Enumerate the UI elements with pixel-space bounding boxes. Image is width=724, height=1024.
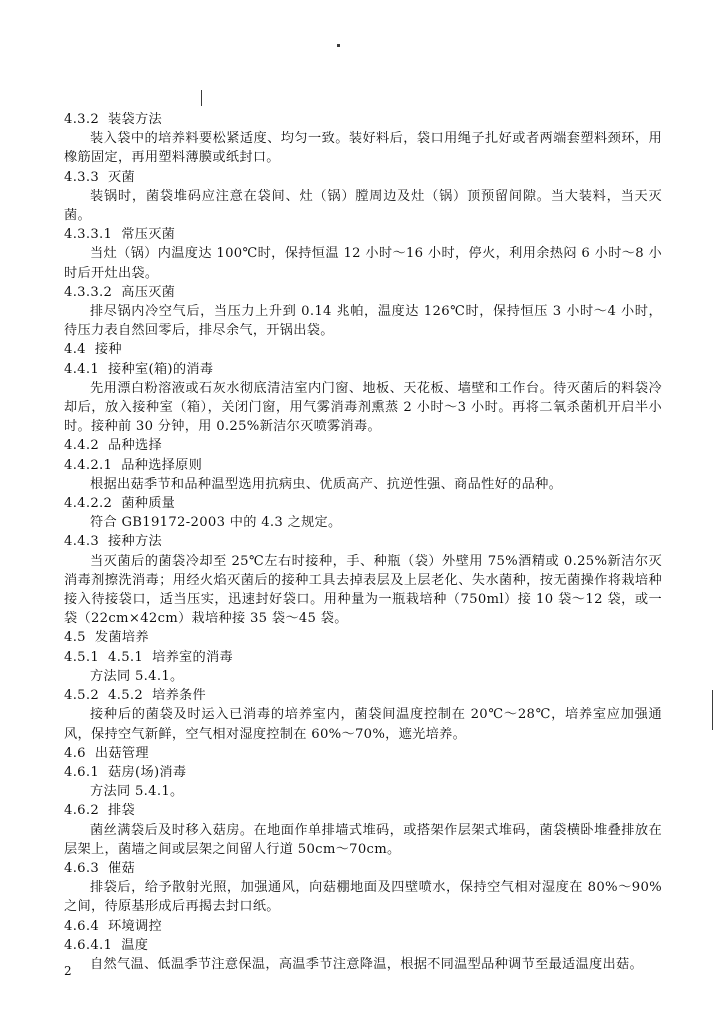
section-heading: 4.3.2 装袋方法 — [64, 112, 162, 127]
paragraph: 当灶（锅）内温度达 100℃时，保持恒温 12 小时～16 小时，停火，利用余热闷 6 小时～8 小时后开灶出袋。 — [64, 246, 662, 281]
scan-speck — [712, 690, 713, 730]
section-heading: 4.6.1 菇房(场)消毒 — [64, 764, 187, 780]
section-heading: 4.6 出菇管理 — [64, 745, 149, 761]
section-heading: 4.5 发菌培养 — [64, 630, 149, 646]
section-heading: 4.6.4 环境调控 — [64, 918, 162, 934]
paragraph: 符合 GB19172-2003 中的 4.3 之规定。 — [90, 515, 342, 531]
section-heading: 4.4.2.2 菌种质量 — [64, 496, 176, 512]
paragraph: 排尽锅内冷空气后，当压力上升到 0.14 兆帕，温度达 126℃时，保持恒压 3 小时～4 小时，待压力表自然回零后，排尽余气，开锅出袋。 — [64, 304, 662, 339]
section-heading: 4.3.3.1 常压灭菌 — [64, 227, 176, 243]
section-heading: 4.5.1 4.5.1 培养室的消毒 — [64, 649, 234, 665]
section-heading: 4.4.1 接种室(箱)的消毒 — [64, 361, 214, 377]
section-heading: 4.4.3 接种方法 — [64, 534, 162, 550]
scan-speck — [201, 90, 202, 106]
section-heading: 4.4 接种 — [64, 342, 122, 358]
paragraph: 当灭菌后的菌袋冷却至 25℃左右时接种，手、种瓶（袋）外壁用 75%酒精或 0.25%新洁尔灭消毒剂擦洗消毒；用经火焰灭菌后的接种工具去掉表层及上层老化、失水菌种，按无菌操作将栽培种接入待接袋口，适当压实，迅速封好袋口。用种量为一瓶栽培种（750ml）接 10 袋～12 袋，或一袋（22cm×42cm）栽培种接 35 袋～45 袋。 — [64, 553, 662, 627]
paragraph: 排袋后，给予散射光照，加强通风，向菇棚地面及四壁喷水，保持空气相对湿度在 80%～90%之间，待原基形成后再揭去封口纸。 — [64, 880, 662, 915]
paragraph: 菌丝满袋后及时移入菇房。在地面作单排墙式堆码，或搭架作层架式堆码，菌袋横卧堆叠排放在层架上，菌墙之间或层架之间留人行道 50cm～70cm。 — [64, 822, 662, 857]
document-body — [64, 110, 662, 974]
section-heading: 4.6.3 催菇 — [64, 860, 136, 876]
paragraph: 根据出菇季节和品种温型选用抗病虫、优质高产、抗逆性强、商品性好的品种。 — [90, 476, 563, 492]
paragraph: 装入袋中的培养料要松紧适度、均匀一致。装好料后，袋口用绳子扎好或者两端套塑料颈环，用橡筋固定，再用塑料薄膜或纸封口。 — [64, 131, 662, 166]
section-heading: 4.6.2 排袋 — [64, 803, 136, 819]
paragraph: 接种后的菌袋及时运入已消毒的培养室内，菌袋间温度控制在 20℃～28℃，培养室应加强通风，保持空气新鲜，空气相对湿度控制在 60%～70%，遮光培养。 — [64, 707, 662, 742]
section-heading: 4.6.4.1 温度 — [64, 937, 149, 953]
paragraph: 方法同 5.4.1。 — [90, 784, 184, 800]
paragraph: 先用漂白粉溶液或石灰水彻底清洁室内门窗、地板、天花板、墙壁和工作台。待灭菌后的料袋冷却后，放入接种室（箱），关闭门窗，用气雾消毒剂熏蒸 2 小时～3 小时。再将二氧杀菌机开启半小时。接种前 30 分钟，用 0.25%新洁尔灭喷雾消毒。 — [64, 380, 662, 435]
section-heading: 4.5.2 4.5.2 培养条件 — [64, 688, 207, 704]
page-number: 2 — [64, 964, 72, 978]
section-heading: 4.4.2 品种选择 — [64, 438, 162, 454]
paragraph: 自然气温、低温季节注意保温，高温季节注意降温，根据不同温型品种调节至最适温度出菇。 — [90, 956, 643, 972]
scan-speck — [337, 44, 340, 47]
section-heading: 4.3.3.2 高压灭菌 — [64, 284, 176, 300]
section-heading: 4.3.3 灭菌 — [64, 169, 136, 185]
paragraph: 装锅时，菌袋堆码应注意在袋间、灶（锅）膛周边及灶（锅）顶预留间隙。当大装料，当天灭菌。 — [64, 188, 662, 224]
section-heading: 4.4.2.1 品种选择原则 — [64, 457, 203, 473]
paragraph: 方法同 5.4.1。 — [90, 668, 184, 684]
